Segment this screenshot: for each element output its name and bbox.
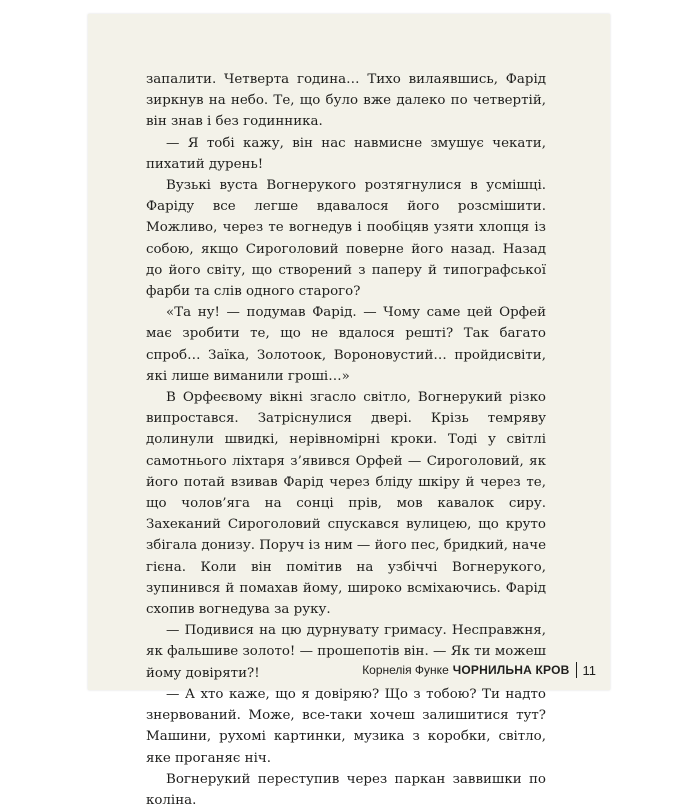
footer-separator <box>576 662 577 678</box>
paragraph-2: — Я тобі кажу, він нас навмисне змушує чекати, пихатий дурень! <box>146 135 546 172</box>
running-footer <box>362 662 596 678</box>
footer-author: Корнелія Функе <box>362 663 449 677</box>
paragraph-7: — А хто каже, що я довіряю? Що з тобою? Ти надто знервований. Може, все-таки хочеш залишитися тут? Машини, рухомі картинки, музика з коробки, світло, яке проганяє ніч. <box>146 686 546 766</box>
paragraph-5: В Орфеєвому вікні згасло світло, Вогнерукий різко випростався. Затріснулися двері. Крізь темряву долинули швидкі, нерівномірні кроки. Тоді у світлі самотнього ліхтаря з’явився Орфей — Сироголовий, як його потай взивав Фарід через бліду шкіру й через те, що чолов’яга на сонці прів, мов кавалок сиру. Захеканий Сироголовий спускався вулицею, що круто збігала донизу. Поруч із ним — його пес, бридкий, наче гієна. Коли він помітив на узбіччі Вогнерукого, зупинився й помахав йому, широко всміхаючись. Фарід схопив вогнедува за руку. <box>146 390 546 618</box>
book-page <box>88 14 610 808</box>
paragraph-3: Вузькі вуста Вогнерукого розтягнулися в усмішці. Фаріду все легше вдавалося його розсмішити. Можливо, через те вогнедув і пообіцяв узяти хлопця із собою, якщо Сироголовий поверне його назад. Назад до його світу, що створений з паперу й типографської фарби та слів одного старого? <box>146 178 546 300</box>
paragraph-1: запалити. Четверта година… Тихо вилаявшись, Фарід зиркнув на небо. Те, що було вже далеко по четвертій, він знав і без годинника. <box>146 72 546 130</box>
paragraph-8: Вогнерукий переступив через паркан заввишки по коліна. <box>146 771 546 808</box>
page-number: 11 <box>582 662 596 678</box>
footer-book-title: ЧОРНИЛЬНА КРОВ <box>452 663 570 677</box>
paragraph-6: — Подивися на цю дурнувату гримасу. Несправжня, як фальшиве золото! — прошепотів він. — Як ти можеш йому довіряти?! <box>146 623 546 681</box>
paragraph-4: «Та ну! — подумав Фарід. — Чому саме цей Орфей має зробити те, що не вдалося решті? Так багато спроб… Заїка, Золотоок, Вороновустий… пройдисвіти, які лише виманили гроші…» <box>146 305 546 384</box>
